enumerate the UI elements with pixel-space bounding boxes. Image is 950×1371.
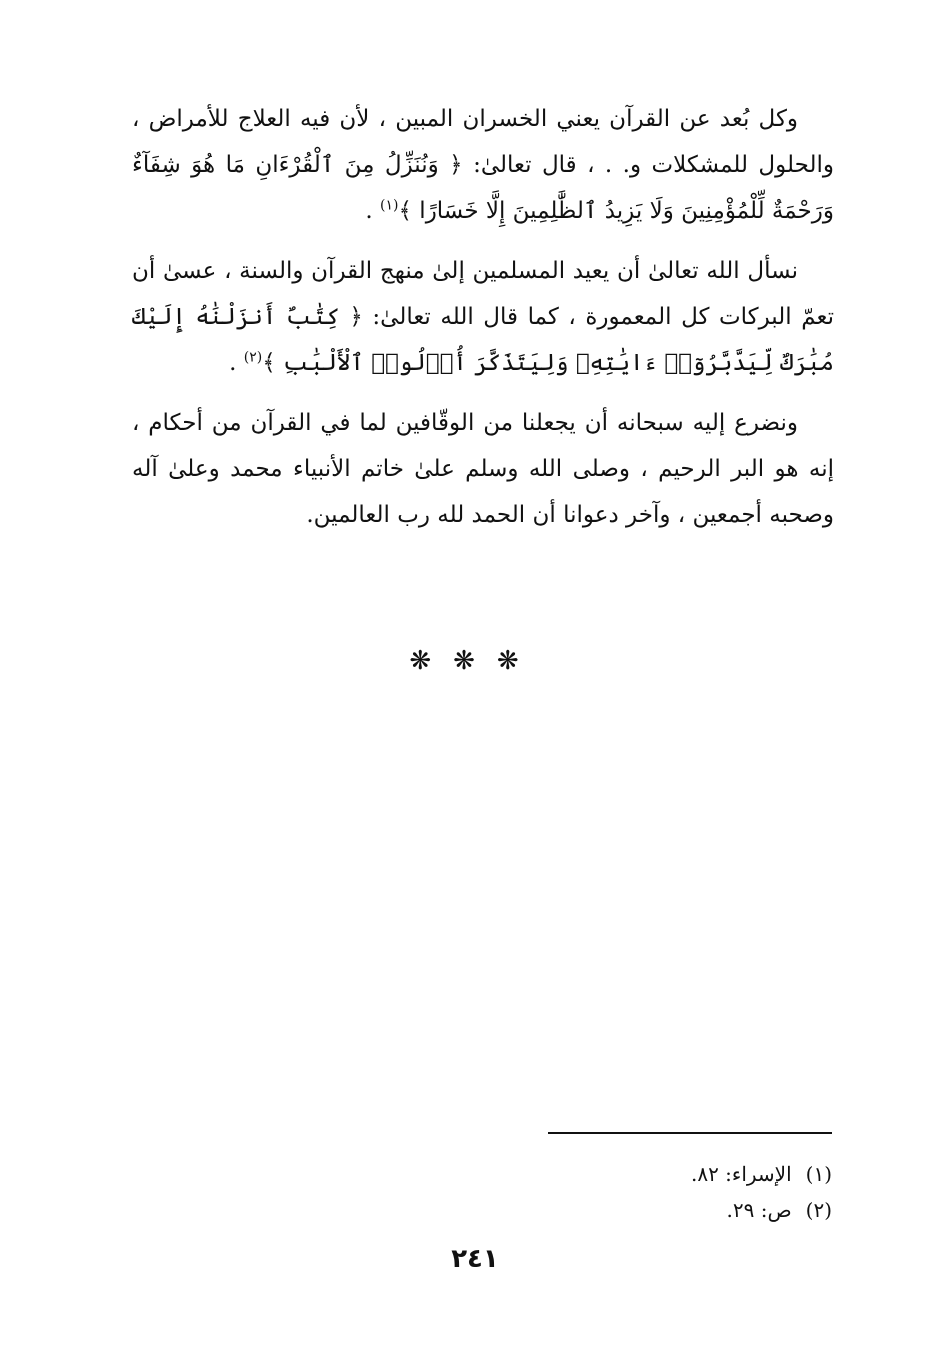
footnote-1-number: (١) [805,1162,832,1186]
paragraph-3 [132,400,834,538]
paragraph-1 [132,96,834,234]
section-separator: ❋❋❋ [409,646,541,676]
footnote-2 [540,1192,832,1228]
footnote-1-text: الإسراء: ٨٢. [690,1162,792,1186]
footnote-ref-1: (١) [380,197,399,214]
paragraph-2-end: . [229,350,244,376]
paragraph-1-end: . [365,198,381,224]
paragraph-2-text: نسأل الله تعالىٰ أن يعيد المسلمين إلىٰ منهج القرآن والسنة ، عسىٰ أن تعمّ البركات كل المعمورة ، كما قال الله تعالىٰ: [132,258,834,330]
footnote-2-number: (٢) [805,1198,832,1222]
quran-verse-2: ﴿ كِتَٰبٌ أَنزَلْنَٰهُ إِلَيْكَ مُبَٰرَكٌ لِّيَدَّبَّرُوٓا۟ ءَايَٰتِهِۦ وَلِيَتَذَكَّرَ أُو۟لُوا۟ ٱلْأَلْبَٰبِ ﴾ [132,304,834,376]
quran-verse-1: ﴿ وَنُنَزِّلُ مِنَ ٱلْقُرْءَانِ مَا هُوَ شِفَآءٌ وَرَحْمَةٌ لِّلْمُؤْمِنِينَ وَلَا يَزِيدُ ٱلظَّٰلِمِينَ إِلَّا خَسَارًا ﴾ [132,152,834,224]
paragraph-3-text: ونضرع إليه سبحانه أن يجعلنا من الوقّافين لما في القرآن من أحكام ، إنه هو البر الرحيم ، وصلى الله وسلم علىٰ خاتم الأنبياء محمد وعلىٰ آله وصحبه أجمعين ، وآخر دعوانا أن الحمد لله رب العالمين. [132,410,834,528]
footnote-1 [540,1156,832,1192]
main-text [132,96,834,552]
paragraph-2 [132,248,834,386]
footnote-ref-2: (٢) [243,349,263,366]
page-number: ٢٤١ [451,1244,499,1274]
footnotes [540,1156,832,1228]
footnote-divider [548,1132,832,1134]
paragraph-1-text: وكل بُعد عن القرآن يعني الخسران المبين ، لأن فيه العلاج للأمراض ، والحلول للمشكلات و. . ، قال تعالىٰ: [132,106,834,178]
footnote-2-text: ص: ٢٩. [726,1198,792,1222]
